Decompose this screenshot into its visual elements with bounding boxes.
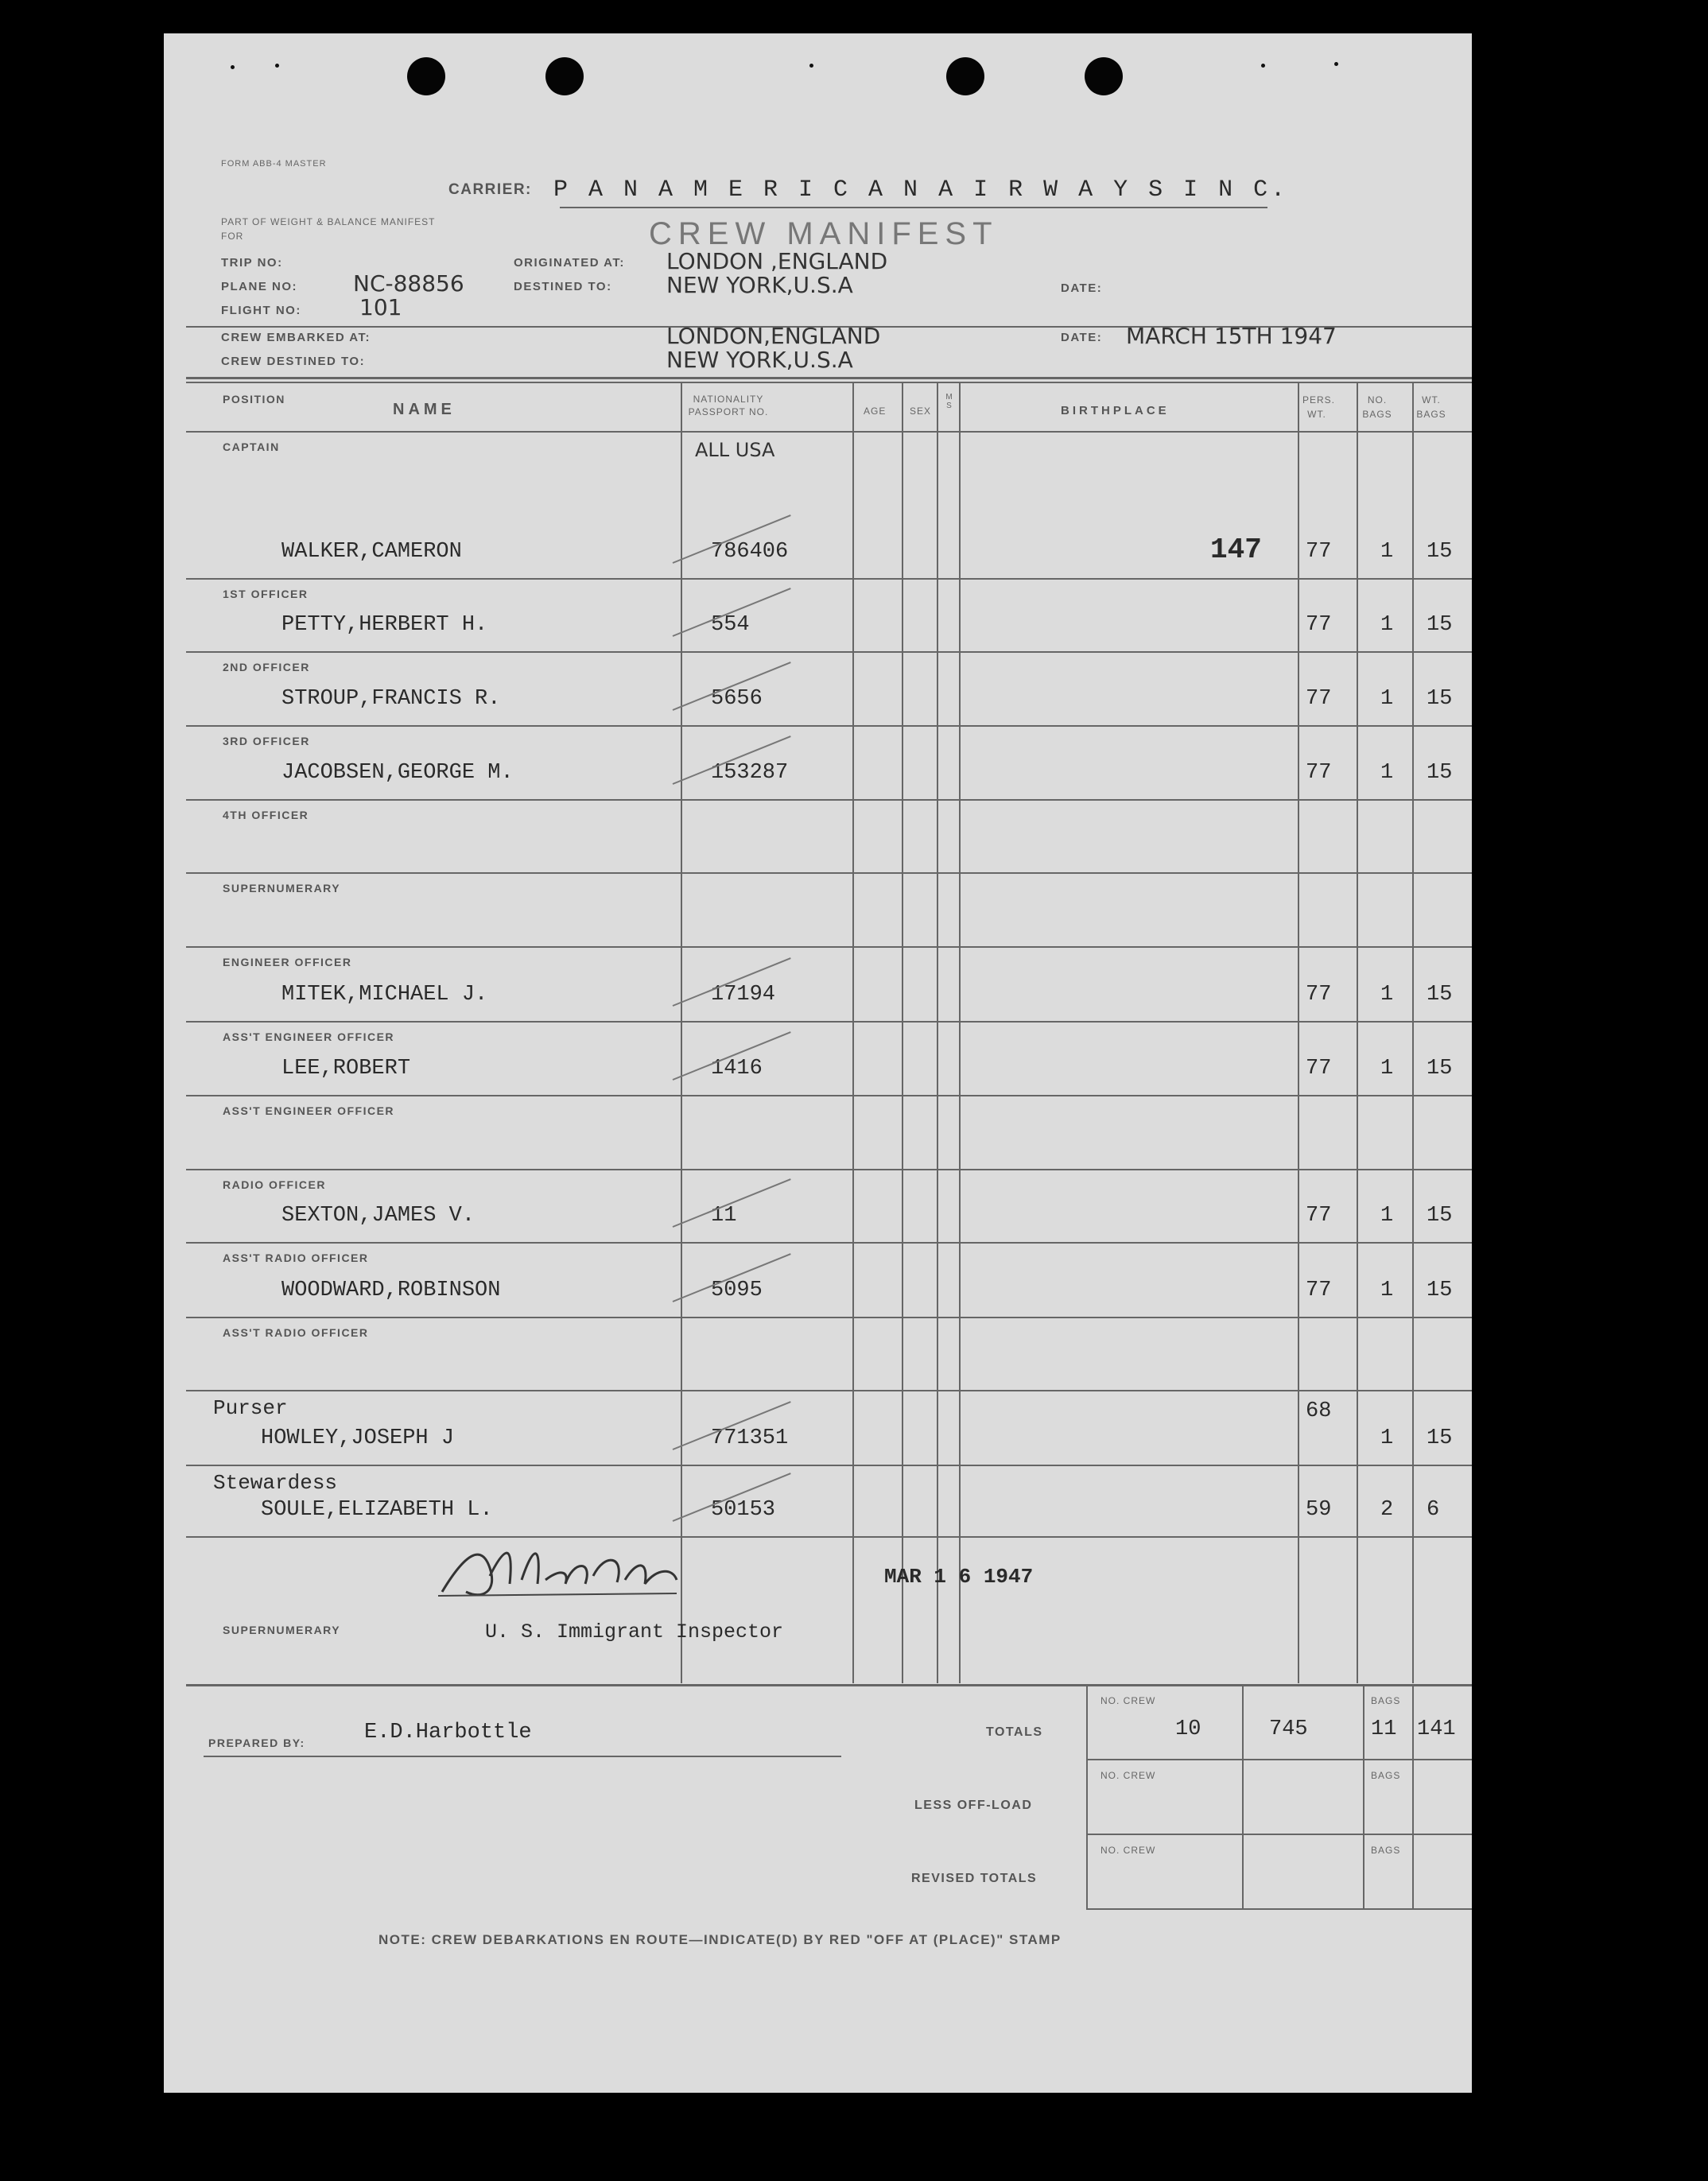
bags-label: BAGS: [1371, 1695, 1401, 1706]
row-bags: 1: [1380, 1279, 1394, 1302]
row-passport: 50153: [711, 1498, 776, 1522]
row-bags: 1: [1380, 983, 1394, 1007]
punch-hole: [407, 57, 445, 95]
punch-hole: [545, 57, 584, 95]
date-label: DATE:: [1061, 281, 1103, 295]
row-pers-wt: 77: [1306, 1057, 1332, 1081]
row-wt-bags: 15: [1427, 983, 1453, 1007]
total-crew: 10: [1175, 1717, 1201, 1741]
total-bag-weight: 141: [1417, 1717, 1456, 1741]
row-position-supernumerary: SUPERNUMERARY: [223, 1624, 341, 1636]
row-name: HOWLEY,JOSEPH J: [261, 1426, 455, 1450]
row-wt-bags: 15: [1427, 1279, 1453, 1302]
row-pers-wt: 59: [1306, 1498, 1332, 1522]
page-title: CREW MANIFEST: [649, 216, 999, 251]
row-position: Purser: [213, 1396, 288, 1420]
destined-label: DESTINED TO:: [514, 280, 612, 293]
col-header-sex: SEX: [910, 406, 932, 417]
form-code: FORM ABB-4 MASTER: [221, 159, 327, 169]
row-pers-wt: 77: [1306, 687, 1332, 711]
row-position: 2ND OFFICER: [223, 661, 310, 673]
row-bags: 1: [1380, 1426, 1394, 1450]
row-name: MITEK,MICHAEL J.: [281, 983, 488, 1007]
row-position: Stewardess: [213, 1471, 338, 1495]
flight-number: 101: [359, 294, 402, 320]
row-position: 3RD OFFICER: [223, 735, 310, 747]
date-label: DATE:: [1061, 331, 1103, 344]
crew-embarked-label: CREW EMBARKED AT:: [221, 331, 371, 344]
row-passport: 554: [711, 613, 750, 637]
nationality-note: ALL USA: [695, 439, 775, 461]
row-pers-wt: 77: [1306, 983, 1332, 1007]
row-pers-wt: 77: [1306, 761, 1332, 785]
entry-stamp-date: MAR 1 6 1947: [884, 1565, 1034, 1589]
prepared-by-label: PREPARED BY:: [208, 1737, 305, 1749]
totals-label: TOTALS: [986, 1725, 1043, 1739]
col-header-ms: M S: [945, 393, 953, 410]
row-position: ASS'T ENGINEER OFFICER: [223, 1104, 395, 1117]
row-passport: 771351: [711, 1426, 789, 1450]
row-position: ASS'T ENGINEER OFFICER: [223, 1030, 395, 1043]
row-name: LEE,ROBERT: [281, 1057, 411, 1081]
row-position: 4TH OFFICER: [223, 809, 309, 821]
total-weight: 745: [1269, 1717, 1308, 1741]
row-wt-bags: 15: [1427, 761, 1453, 785]
row-pers-wt: 77: [1306, 540, 1332, 564]
punch-hole: [1085, 57, 1123, 95]
row-wt-bags: 15: [1427, 1426, 1453, 1450]
row-wt-bags: 15: [1427, 1204, 1453, 1228]
col-header-age: AGE: [864, 406, 887, 417]
row-name: SOULE,ELIZABETH L.: [261, 1498, 493, 1522]
row-position: SUPERNUMERARY: [223, 882, 341, 895]
row-position: CAPTAIN: [223, 440, 280, 453]
row-pers-wt: 77: [1306, 1279, 1332, 1302]
bags-label: BAGS: [1371, 1770, 1401, 1781]
row-passport: 11: [711, 1204, 737, 1228]
col-header-name: NAME: [393, 401, 456, 418]
row-pers-wt: 77: [1306, 1204, 1332, 1228]
destined-to: NEW YORK,U.S.A: [666, 272, 853, 298]
row-name: STROUP,FRANCIS R.: [281, 687, 501, 711]
less-offload-label: LESS OFF-LOAD: [914, 1799, 1033, 1812]
plane-number: NC-88856: [353, 270, 464, 297]
row-wt-bags: 15: [1427, 540, 1453, 564]
row-name: WALKER,CAMERON: [281, 540, 462, 564]
crew-destined-to: NEW YORK,U.S.A: [666, 347, 853, 373]
col-header-pers-wt: PERS. WT.: [1302, 394, 1336, 420]
inspector-signature: [434, 1536, 689, 1608]
row-bags: 1: [1380, 1204, 1394, 1228]
carrier-name: P A N A M E R I C A N A I R W A Y S I N C.: [553, 177, 1289, 204]
row-passport: 153287: [711, 761, 789, 785]
row-passport: 5656: [711, 687, 763, 711]
row-bags: 2: [1380, 1498, 1394, 1522]
row-bags: 1: [1380, 1057, 1394, 1081]
row-name: SEXTON,JAMES V.: [281, 1204, 476, 1228]
no-crew-label: NO. CREW: [1100, 1845, 1156, 1856]
inspector-title: U. S. Immigrant Inspector: [485, 1620, 784, 1644]
row-position: RADIO OFFICER: [223, 1178, 326, 1191]
row-pers-wt: 68: [1306, 1399, 1332, 1423]
row-position: 1ST OFFICER: [223, 588, 309, 600]
no-crew-label: NO. CREW: [1100, 1770, 1156, 1781]
row-wt-bags: 6: [1427, 1498, 1440, 1522]
row-bags: 1: [1380, 613, 1394, 637]
manifest-date: MARCH 15TH 1947: [1126, 323, 1337, 349]
originated-at: LONDON ,ENGLAND: [666, 248, 888, 274]
row-birthplace: 147: [1210, 534, 1262, 566]
col-header-position: POSITION: [223, 393, 285, 406]
total-bags: 11: [1371, 1717, 1397, 1741]
revised-totals-label: REVISED TOTALS: [911, 1872, 1038, 1885]
row-position: ASS'T RADIO OFFICER: [223, 1252, 369, 1264]
trip-label: TRIP NO:: [221, 256, 283, 270]
part-of-label: PART OF WEIGHT & BALANCE MANIFEST FOR: [221, 216, 436, 242]
row-passport: 17194: [711, 983, 776, 1007]
row-bags: 1: [1380, 687, 1394, 711]
footnote: NOTE: CREW DEBARKATIONS EN ROUTE—INDICATE(D) BY RED "OFF AT (PLACE)" STAMP: [378, 1932, 1062, 1947]
col-header-nationality: NATIONALITY PASSPORT NO.: [688, 394, 769, 417]
row-wt-bags: 15: [1427, 1057, 1453, 1081]
col-header-wt-bags: WT. BAGS: [1416, 394, 1446, 420]
row-bags: 1: [1380, 540, 1394, 564]
no-crew-label: NO. CREW: [1100, 1695, 1156, 1706]
row-name: JACOBSEN,GEORGE M.: [281, 761, 514, 785]
carrier-label: CARRIER:: [448, 181, 532, 198]
row-wt-bags: 15: [1427, 687, 1453, 711]
manifest-page: [164, 33, 1472, 2093]
row-position: ENGINEER OFFICER: [223, 956, 352, 968]
row-pers-wt: 77: [1306, 613, 1332, 637]
col-header-no-bags: NO. BAGS: [1362, 394, 1392, 420]
prepared-by: E.D.Harbottle: [364, 1721, 532, 1744]
row-wt-bags: 15: [1427, 613, 1453, 637]
bags-label: BAGS: [1371, 1845, 1401, 1856]
row-position: ASS'T RADIO OFFICER: [223, 1326, 369, 1339]
row-name: PETTY,HERBERT H.: [281, 613, 488, 637]
row-passport: 1416: [711, 1057, 763, 1081]
row-bags: 1: [1380, 761, 1394, 785]
originated-label: ORIGINATED AT:: [514, 256, 625, 270]
row-passport: 5095: [711, 1279, 763, 1302]
flight-label: FLIGHT NO:: [221, 304, 301, 317]
row-name: WOODWARD,ROBINSON: [281, 1279, 501, 1302]
crew-embarked-at: LONDON,ENGLAND: [666, 323, 881, 349]
plane-label: PLANE NO:: [221, 280, 297, 293]
punch-hole: [946, 57, 984, 95]
row-passport: 786406: [711, 540, 789, 564]
col-header-birthplace: BIRTHPLACE: [1061, 404, 1170, 417]
crew-destined-label: CREW DESTINED TO:: [221, 355, 366, 368]
